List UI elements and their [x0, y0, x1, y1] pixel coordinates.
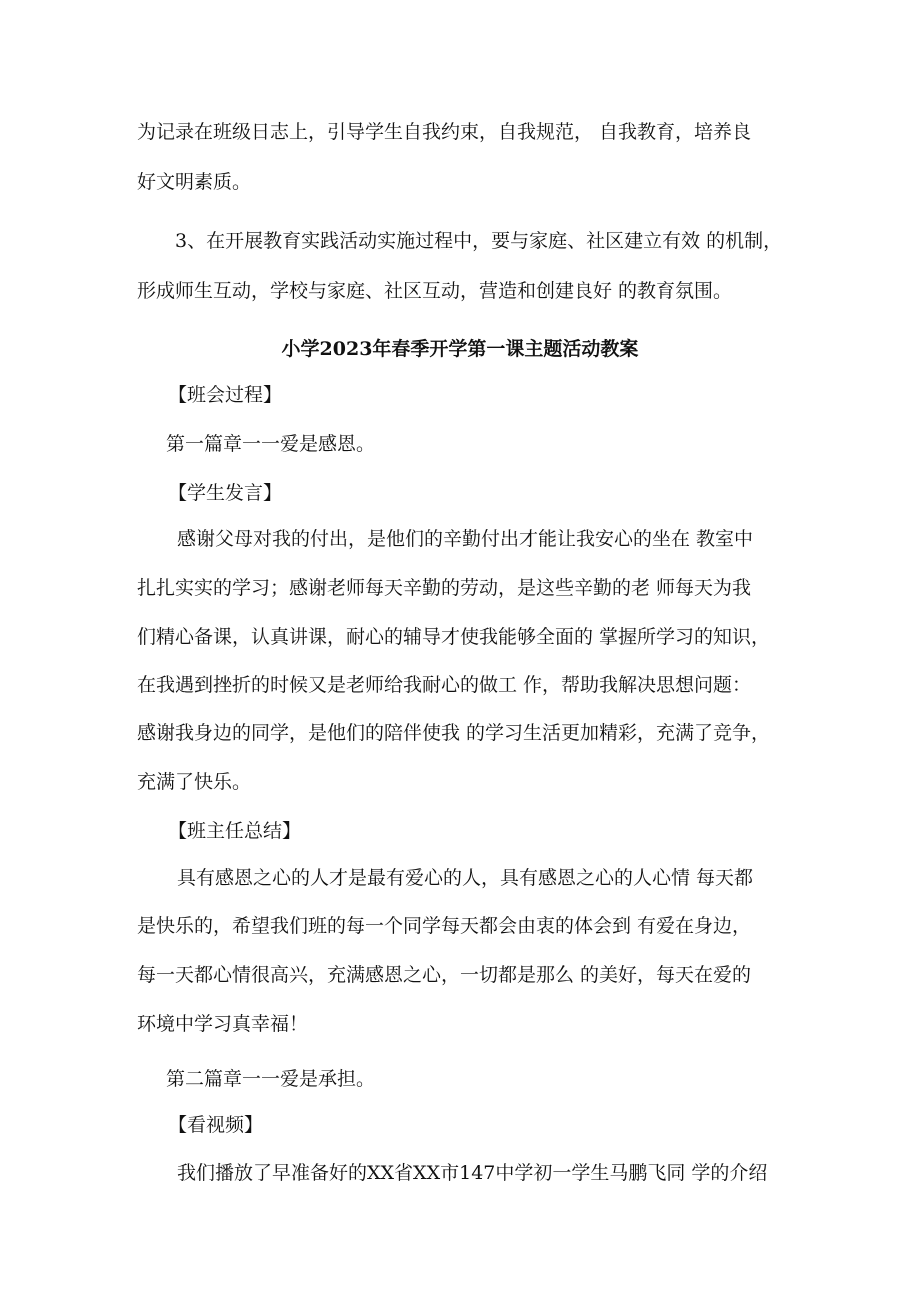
- section-heading: 【班主任总结】: [168, 820, 302, 842]
- body-text-line: 形成师生互动，学校与家庭、社区互动，营造和创建良好 的教育氛围。: [137, 280, 733, 302]
- body-text-line: 们精心备课，认真讲课，耐心的辅导才使我能够全面的 掌握所学习的知识，: [137, 626, 771, 648]
- chapter-heading: 第二篇章一一爱是承担。: [166, 1068, 376, 1090]
- body-text-line: 感谢我身边的同学，是他们的陪伴使我 的学习生活更加精彩，充满了竞争，: [137, 722, 771, 744]
- body-text-line: 充满了快乐。: [137, 771, 252, 793]
- chapter-heading: 第一篇章一一爱是感恩。: [166, 433, 376, 455]
- section-heading: 【班会过程】: [168, 384, 283, 406]
- body-text-line: 感谢父母对我的付出，是他们的辛勤付出才能让我安心的坐在 教室中: [177, 528, 754, 550]
- body-text-line: 环境中学习真幸福！: [137, 1013, 309, 1035]
- body-text-line: 是快乐的，希望我们班的每一个同学每天都会由衷的体会到 有爱在身边，: [137, 915, 752, 937]
- document-title: 小学2023年春季开学第一课主题活动教案: [281, 338, 639, 360]
- body-text-line: 3、在开展教育实践活动实施过程中，要与家庭、社区建立有效 的机制，: [175, 230, 783, 252]
- body-text-line: 在我遇到挫折的时候又是老师给我耐心的做工 作，帮助我解决思想问题：: [137, 674, 752, 696]
- body-text-line: 具有感恩之心的人才是最有爱心的人，具有感恩之心的人心情 每天都: [177, 867, 754, 889]
- section-heading: 【学生发言】: [168, 482, 283, 504]
- body-text-line: 我们播放了早准备好的XX省XX市147中学初一学生马鹏飞同 学的介绍: [177, 1162, 768, 1184]
- section-heading: 【看视频】: [168, 1114, 264, 1136]
- body-text-line: 扎扎实实的学习；感谢老师每天辛勤的劳动，是这些辛勤的老 师每天为我: [137, 577, 752, 599]
- body-text-line: 好文明素质。: [137, 171, 252, 193]
- body-text-line: 每一天都心情很高兴，充满感恩之心，一切都是那么 的美好，每天在爱的: [137, 964, 752, 986]
- body-text-line: 为记录在班级日志上，引导学生自我约束，自我规范， 自我教育，培养良: [137, 121, 752, 143]
